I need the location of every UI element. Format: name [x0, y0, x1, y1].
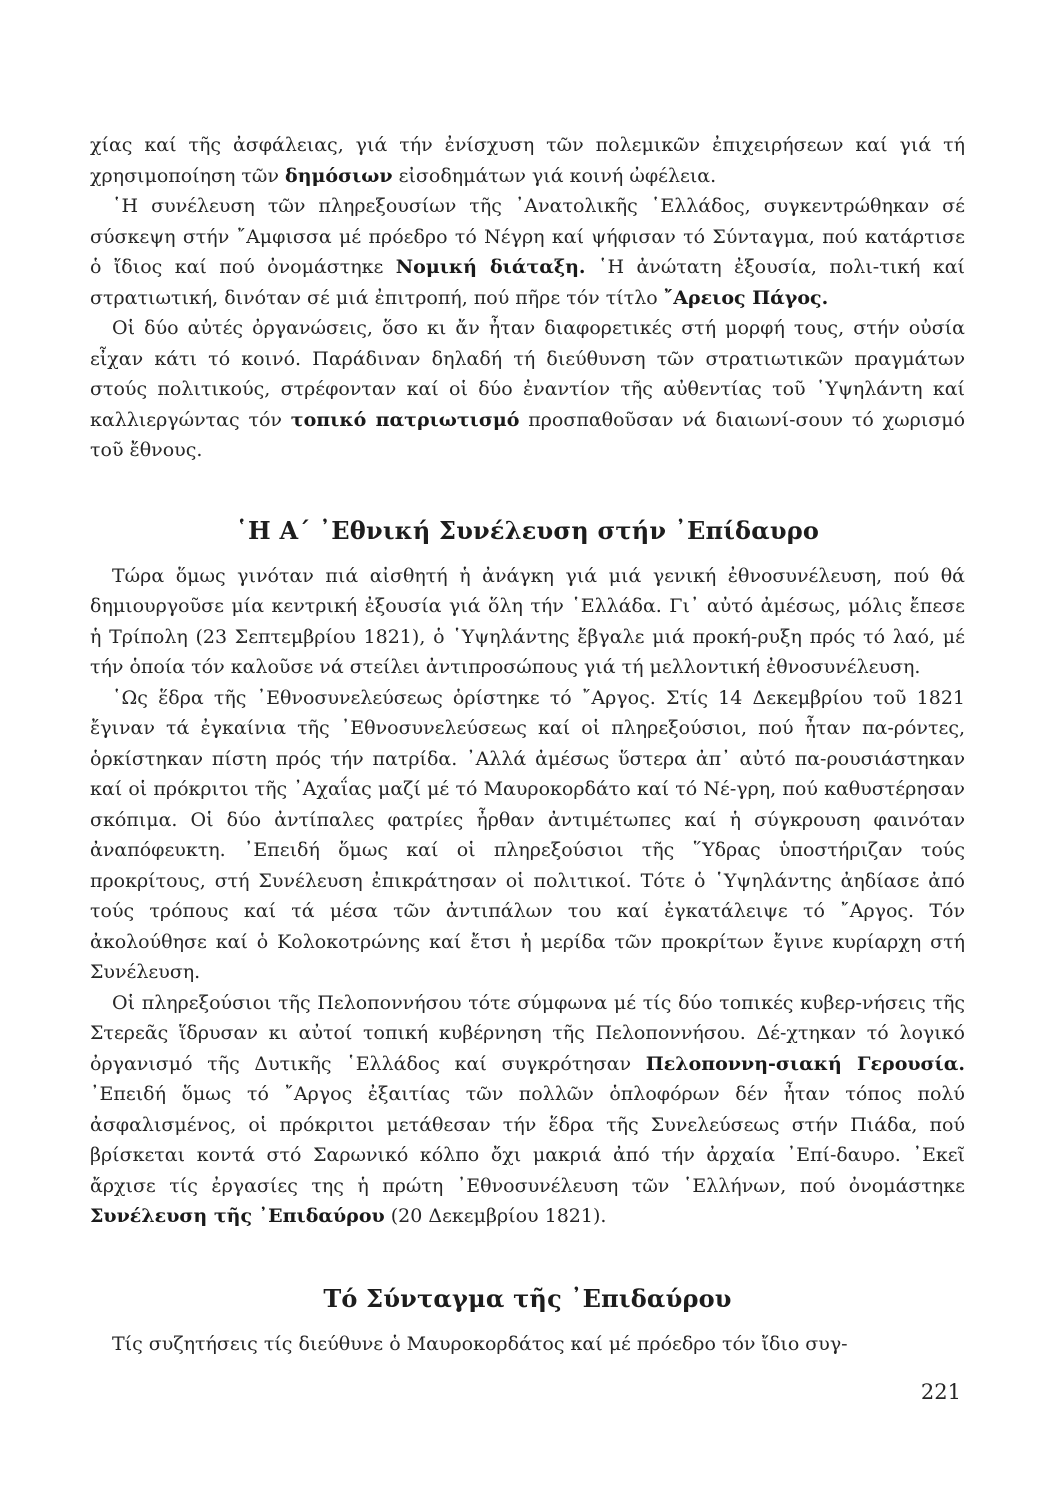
text-run: ῾Η ἀνώτατη ἐξουσία, πολι-τική καί στρατιωτική, δινόταν σέ μιά ἐπιτροπή, πού πῆρε τόν τίτλο	[90, 256, 965, 309]
section-heading-epidaurus-constitution: Τό Σύνταγμα τῆς ᾿Επιδαύρου	[323, 1283, 732, 1313]
bold-term-epidaurus-assembly: Συνέλευση τῆς ᾿Επιδαύρου	[90, 1205, 385, 1227]
bold-term-public: δημόσιων	[285, 164, 393, 187]
intro-paragraph-2	[90, 191, 965, 313]
bold-term-peloponnesian-senate: Πελοποννη-σιακή Γερουσία.	[645, 1052, 965, 1075]
text-run: προσπαθοῦσαν νά διαιωνί-σουν τό χωρισμό τοῦ ἔθνους.	[90, 408, 966, 461]
page-body	[90, 130, 965, 1359]
text-run: Οἱ πληρεξούσιοι τῆς Πελοποννήσου τότε σύμφωνα μέ τίς δύο τοπικές κυβερ-νήσεις τῆς Στερεᾶς ἵδρυσαν κι αὐτοί τοπική κυβέρνηση τῆς Πελοποννήσου. Δέ-χτηκαν τό λογικό ὀργανισμό τῆς Δυτικῆς ῾Ελλάδος καί συγκρότησαν	[90, 991, 965, 1075]
text-run: χίας καί τῆς ἀσφάλειας, γιά τήν ἐνίσχυση τῶν πολεμικῶν ἐπιχειρήσεων καί γιά τή χρησιμοποίηση τῶν	[90, 134, 965, 187]
bold-term-areopagus: ῎Αρειος Πάγος.	[663, 286, 829, 309]
text-run: ῾Η συνέλευση τῶν πληρεξουσίων τῆς ᾿Ανατολικῆς ῾Ελλάδος, συγκεντρώθηκαν σέ σύσκεψη στήν ῎Αμφισσα μέ πρόεδρο τό Νέγρη καί ψήφισαν τό Σύνταγμα, πού κατάρτισε ὁ ἴδιος καί πού ὀνομάστηκε	[90, 195, 965, 278]
section1-paragraph-3	[90, 988, 965, 1232]
bold-term-local-patriotism: τοπικό πατριωτισμό	[290, 408, 520, 431]
section2-paragraph-1: Τίς συζητήσεις τίς διεύθυνε ὁ Μαυροκορδάτος καί μέ πρόεδρο τόν ἴδιο συγ-	[112, 1332, 848, 1355]
text-run: Οἱ δύο αὐτές ὀργανώσεις, ὅσο κι ἄν ἦταν διαφορετικές στή μορφή τους, στήν οὐσία εἶχαν κάτι τό κοινό. Παράδιναν δηλαδή τή διεύθυνση τῶν στρατιωτικῶν πραγμάτων στούς πολιτικούς, στρέφονταν καί οἱ δύο ἐναντίον τῆς αὐθεντίας τοῦ ῾Υψηλάντη καί καλλιεργώντας τόν	[90, 317, 965, 431]
page-number: 221	[920, 1380, 961, 1404]
text-run: εἰσοδημάτων γιά κοινή ὠφέλεια.	[392, 164, 717, 187]
text-run: ᾿Επειδή ὅμως τό ῎Αργος ἐξαιτίας τῶν πολλῶν ὁπλοφόρων δέν ἦταν τόπος πολύ ἀσφαλισμένος, οἱ πρόκριτοι μετάθεσαν τήν ἕδρα τῆς Συνελεύσεως στήν Πιάδα, πού βρίσκεται κοντά στό Σαρωνικό κόλπο ὄχι μακριά ἀπό τήν ἀρχαία ᾿Επί-δαυρο. ᾿Εκεῖ ἄρχισε τίς ἐργασίες της ἡ πρώτη ᾿Εθνοσυνέλευση τῶν ῾Ελλήνων, πού ὀνομάστηκε	[90, 1083, 965, 1197]
text-run: (20 Δεκεμβρίου 1821).	[384, 1205, 607, 1227]
intro-paragraph-3	[90, 313, 965, 466]
intro-paragraph-1	[90, 130, 965, 191]
section1-paragraph-2: ῾Ως ἕδρα τῆς ᾿Εθνοσυνελεύσεως ὁρίστηκε τό ῎Αργος. Στίς 14 Δεκεμβρίου τοῦ 1821 ἔγιναν τά ἐγκαίνια τῆς ᾿Εθνοσυνελεύσεως καί οἱ πληρεξούσιοι, πού ἦταν πα-ρόντες, ὁρκίστηκαν πίστη πρός τήν πατρίδα. ᾿Αλλά ἀμέσως ὕστερα ἀπ᾿ αὐτό πα-ρουσιάστηκαν καί οἱ πρόκριτοι τῆς ᾿Αχαΐας μαζί μέ τό Μαυροκορδάτο καί τό Νέ-γρη, πού καθυστέρησαν σκόπιμα. Οἱ δύο ἀντίπαλες φατρίες ἦρθαν ἀντιμέτωπες καί ἡ σύγκρουση φαινόταν ἀναπόφευκτη. ᾿Επειδή ὅμως καί οἱ πληρεξούσιοι τῆς ῞Υδρας ὑποστήριζαν τούς προκρίτους, στή Συνέλευση ἐπικράτησαν οἱ πολιτικοί. Τότε ὁ ῾Υψηλάντης ἀηδίασε ἀπό τούς τρόπους καί τά μέσα τῶν ἀντιπάλων του καί ἐγκατάλειψε τό ῎Αργος. Τόν ἀκολούθησε καί ὁ Κολοκοτρώνης καί ἔτσι ἡ μερίδα τῶν προκρίτων ἔγινε κυρίαρχη στή Συνέλευση.	[90, 686, 965, 983]
section1-paragraph-1: Τώρα ὅμως γινόταν πιά αἰσθητή ἡ ἀνάγκη γιά μιά γενική ἐθνοσυνέλευση, πού θά δημιουργοῦσε μία κεντρική ἐξουσία γιά ὅλη τήν ῾Ελλάδα. Γι᾿ αὐτό ἀμέσως, μόλις ἔπεσε ἡ Τρίπολη (23 Σεπτεμβρίου 1821), ὁ ῾Υψηλάντης ἔβγαλε μιά προκή-ρυξη πρός τό λαό, μέ τήν ὁποία τόν καλοῦσε νά στείλει ἀντιπροσώπους γιά τή μελλοντική ἐθνοσυνέλευση.	[90, 564, 965, 678]
bold-term-legal-order: Νομική διάταξη.	[395, 256, 586, 278]
section-heading-epidaurus-assembly: ῾Η Α΄ ᾿Εθνική Συνέλευση στήν ᾿Επίδαυρο	[235, 515, 820, 545]
